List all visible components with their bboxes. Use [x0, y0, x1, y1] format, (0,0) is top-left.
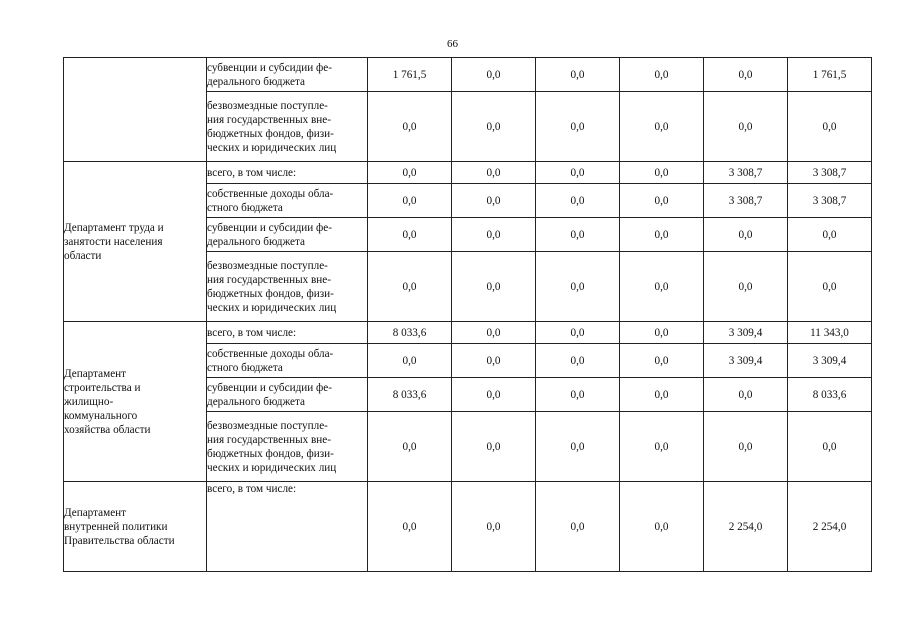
value-cell: 3 308,7	[704, 184, 788, 218]
value-cell: 0,0	[452, 92, 536, 162]
department-cell	[64, 58, 207, 162]
category-line: безвозмездные поступле-	[207, 419, 328, 432]
value-cell: 0,0	[620, 218, 704, 252]
value-cell: 0,0	[452, 412, 536, 482]
value-cell: 3 309,4	[788, 344, 872, 378]
value-cell: 3 308,7	[704, 162, 788, 184]
value-cell: 0,0	[536, 482, 620, 572]
department-cell	[64, 482, 207, 572]
value-cell: 0,0	[620, 184, 704, 218]
value-cell: 0,0	[620, 92, 704, 162]
value-cell: 3 309,4	[704, 322, 788, 344]
value-cell: 0,0	[704, 58, 788, 92]
value-cell: 8 033,6	[368, 378, 452, 412]
value-cell: 0,0	[704, 252, 788, 322]
value-cell: 0,0	[704, 92, 788, 162]
value-cell: 0,0	[368, 482, 452, 572]
value-cell: 0,0	[452, 378, 536, 412]
page-number: 66	[447, 38, 458, 50]
value-cell: 8 033,6	[368, 322, 452, 344]
category-cell	[207, 378, 368, 412]
value-cell: 0,0	[536, 322, 620, 344]
department-cell	[64, 322, 207, 482]
value-cell: 0,0	[620, 344, 704, 378]
value-cell: 0,0	[536, 58, 620, 92]
value-cell: 0,0	[452, 482, 536, 572]
category-line: дерального бюджета	[207, 75, 305, 88]
value-cell: 0,0	[536, 218, 620, 252]
value-cell: 0,0	[620, 252, 704, 322]
value-cell: 0,0	[788, 92, 872, 162]
category-line: всего, в том числе:	[207, 326, 297, 339]
category-cell	[207, 344, 368, 378]
category-line: субвенции и субсидии фе-	[207, 221, 332, 234]
value-cell: 0,0	[368, 184, 452, 218]
value-cell: 0,0	[452, 162, 536, 184]
category-line: безвозмездные поступле-	[207, 259, 328, 272]
value-cell: 0,0	[452, 322, 536, 344]
value-cell: 0,0	[788, 252, 872, 322]
department-line: жилищно-	[64, 395, 114, 408]
value-cell: 3 308,7	[788, 184, 872, 218]
department-line: занятости населения	[64, 235, 163, 248]
value-cell: 0,0	[620, 58, 704, 92]
category-line: безвозмездные поступле-	[207, 99, 328, 112]
value-cell: 0,0	[368, 162, 452, 184]
department-line: Департамент труда и	[64, 221, 164, 234]
value-cell: 0,0	[368, 252, 452, 322]
department-line: строительства и	[64, 381, 141, 394]
category-line: бюджетных фондов, физи-	[207, 447, 334, 460]
category-cell	[207, 92, 368, 162]
department-line: Департамент	[64, 367, 127, 380]
category-cell	[207, 218, 368, 252]
category-cell	[207, 412, 368, 482]
category-line: дерального бюджета	[207, 395, 305, 408]
category-cell	[207, 322, 368, 344]
value-cell: 0,0	[620, 378, 704, 412]
category-cell	[207, 184, 368, 218]
value-cell: 0,0	[536, 412, 620, 482]
table-row	[64, 58, 872, 92]
category-line: собственные доходы обла-	[207, 347, 334, 360]
department-line: хозяйства области	[64, 423, 151, 436]
category-line: ния государственных вне-	[207, 113, 331, 126]
budget-table	[63, 57, 872, 572]
value-cell: 8 033,6	[788, 378, 872, 412]
value-cell: 2 254,0	[704, 482, 788, 572]
value-cell: 0,0	[704, 378, 788, 412]
category-line: субвенции и субсидии фе-	[207, 61, 332, 74]
category-cell	[207, 58, 368, 92]
value-cell: 0,0	[788, 218, 872, 252]
category-line: стного бюджета	[207, 361, 283, 374]
value-cell: 0,0	[368, 412, 452, 482]
value-cell: 1 761,5	[788, 58, 872, 92]
table-row	[64, 322, 872, 344]
value-cell: 0,0	[788, 412, 872, 482]
department-line: Департамент	[64, 506, 127, 519]
table-row	[64, 162, 872, 184]
department-line: области	[64, 249, 102, 262]
value-cell: 0,0	[536, 378, 620, 412]
value-cell: 0,0	[452, 218, 536, 252]
value-cell: 0,0	[452, 344, 536, 378]
value-cell: 0,0	[620, 162, 704, 184]
category-line: субвенции и субсидии фе-	[207, 381, 332, 394]
value-cell: 0,0	[452, 252, 536, 322]
value-cell: 0,0	[536, 184, 620, 218]
value-cell: 2 254,0	[788, 482, 872, 572]
value-cell: 0,0	[536, 162, 620, 184]
value-cell: 0,0	[704, 412, 788, 482]
category-cell	[207, 482, 368, 572]
value-cell: 0,0	[536, 252, 620, 322]
value-cell: 0,0	[620, 322, 704, 344]
category-line: бюджетных фондов, физи-	[207, 127, 334, 140]
category-cell	[207, 252, 368, 322]
value-cell: 11 343,0	[788, 322, 872, 344]
department-line: коммунального	[64, 409, 138, 422]
value-cell: 0,0	[536, 92, 620, 162]
value-cell: 3 309,4	[704, 344, 788, 378]
category-line: ния государственных вне-	[207, 433, 331, 446]
value-cell: 0,0	[620, 482, 704, 572]
value-cell: 0,0	[536, 344, 620, 378]
table-row	[64, 482, 872, 572]
category-line: всего, в том числе:	[207, 483, 297, 495]
value-cell: 0,0	[620, 412, 704, 482]
category-line: бюджетных фондов, физи-	[207, 287, 334, 300]
value-cell: 0,0	[704, 218, 788, 252]
category-line: ческих и юридических лиц	[207, 141, 337, 154]
value-cell: 1 761,5	[368, 58, 452, 92]
table-body	[64, 58, 872, 572]
category-line: стного бюджета	[207, 201, 283, 214]
category-line: всего, в том числе:	[207, 166, 297, 179]
category-line: дерального бюджета	[207, 235, 305, 248]
category-cell	[207, 162, 368, 184]
category-line: ческих и юридических лиц	[207, 301, 337, 314]
department-line: внутренней политики	[64, 520, 168, 533]
value-cell: 0,0	[368, 218, 452, 252]
department-line: Правительства области	[64, 534, 175, 547]
category-line: ческих и юридических лиц	[207, 461, 337, 474]
value-cell: 0,0	[368, 344, 452, 378]
value-cell: 0,0	[452, 184, 536, 218]
category-line: собственные доходы обла-	[207, 187, 334, 200]
category-line: ния государственных вне-	[207, 273, 331, 286]
department-cell	[64, 162, 207, 322]
value-cell: 0,0	[452, 58, 536, 92]
value-cell: 0,0	[368, 92, 452, 162]
value-cell: 3 308,7	[788, 162, 872, 184]
